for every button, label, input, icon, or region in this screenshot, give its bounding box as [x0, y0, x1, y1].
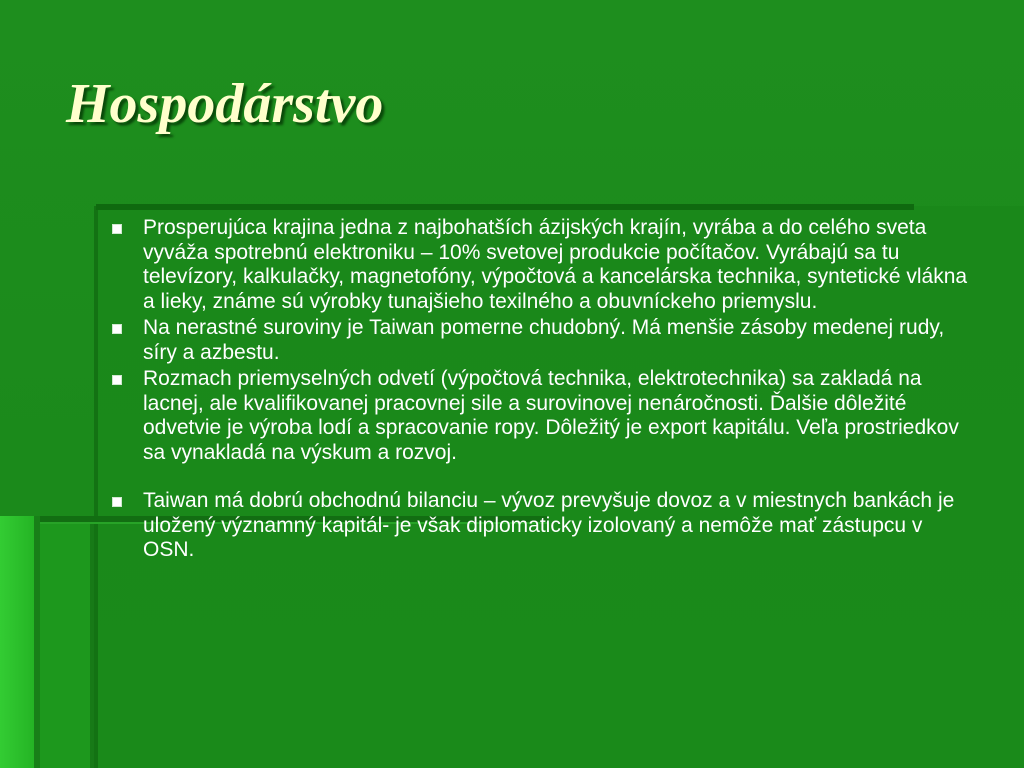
list-item: [112, 367, 978, 465]
decorative-panel-middle: [40, 516, 96, 768]
square-bullet-icon: [112, 497, 122, 507]
bullet-list: [112, 216, 978, 565]
content-panel-top-bar: [96, 204, 914, 210]
list-item: [112, 489, 978, 563]
bullet-text: Taiwan má dobrú obchodnú bilanciu – vývoz prevyšuje dovoz a v miestnych bankách je uložený významný kapitál- je však diplomaticky izolovaný a nemôže mať zástupcu v OSN.: [143, 489, 955, 561]
square-bullet-icon: [112, 375, 122, 385]
bullet-text: Prosperujúca krajina jedna z najbohatších ázijských krajín, vyrába a do celého sveta vyváža spotrebnú elektroniku – 10% svetovej produkcie počítačov. Vyrábajú sa tu televízory, kalkulačky, magnetofóny, výpočtová a kancelárska technika, syntetické vlákna a lieky, známe sú výrobky tunajšieho texilného a obuvníckeho priemyslu.: [143, 216, 968, 313]
square-bullet-icon: [112, 324, 122, 334]
bullet-text: Na nerastné suroviny je Taiwan pomerne chudobný. Má menšie zásoby medenej rudy, síry a azbestu.: [143, 316, 945, 364]
content-panel-left-edge: [94, 206, 98, 768]
slide-title: Hospodárstvo: [66, 73, 384, 135]
decorative-panel-shadow: [34, 516, 40, 768]
bullet-text: Rozmach priemyselných odvetí (výpočtová technika, elektrotechnika) sa zakladá na lacnej, ale kvalifikovanej pracovnej sile a surovinovej nenáročnosti. Ďalšie dôležité odvetvie je výroba lodí a spracovanie ropy. Dôležitý je export kapitálu. Veľa prostriedkov sa vynakladá na výskum a rozvoj.: [143, 367, 959, 464]
list-item: [112, 316, 978, 365]
square-bullet-icon: [112, 224, 122, 234]
list-item: [112, 216, 978, 314]
